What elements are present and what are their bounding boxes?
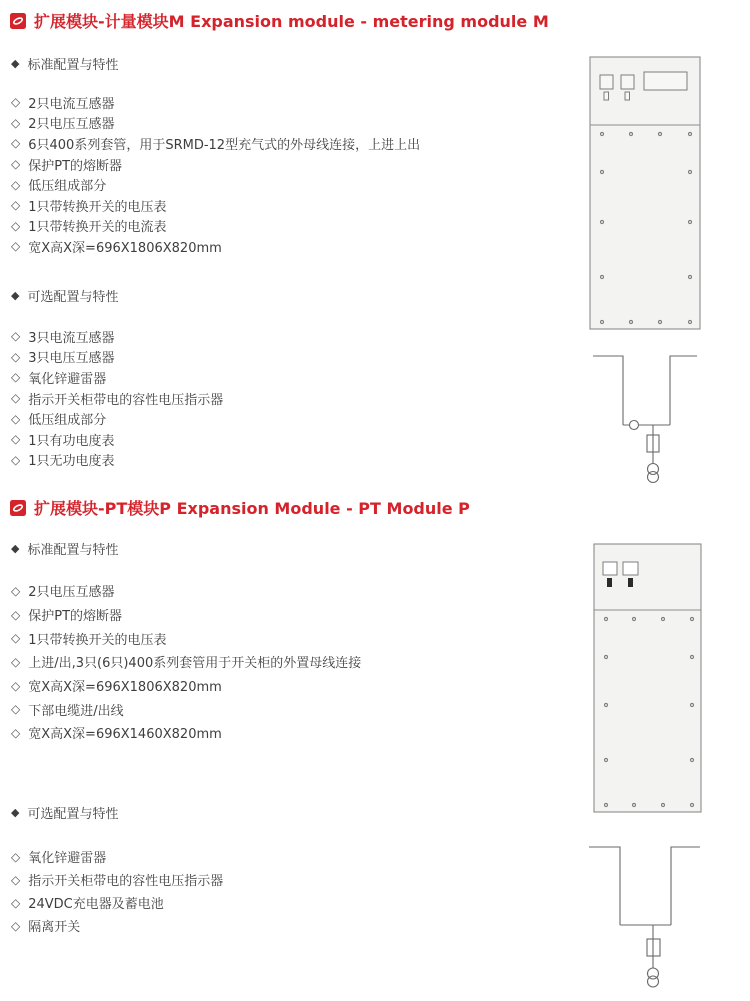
list-item-text: 宽X高X深=696X1806X820mm <box>28 240 222 256</box>
hollow-diamond-bullet: ◇ <box>11 136 21 151</box>
list-item-text: 宽X高X深=696X1806X820mm <box>28 680 222 696</box>
list-item <box>11 845 223 868</box>
section-header-pt-module <box>10 496 470 519</box>
list-item-text: 1只无功电度表 <box>28 454 115 470</box>
list-item <box>11 891 223 914</box>
list-item-text: 指示开关柜带电的容性电压指示器 <box>28 874 224 889</box>
list-item <box>11 236 420 257</box>
hollow-diamond-bullet: ◇ <box>11 218 21 233</box>
optional-config-list <box>11 845 223 937</box>
hollow-diamond-bullet: ◇ <box>11 391 21 406</box>
section-title: 扩展模块-PT模块P Expansion Module - PT Module P <box>34 499 470 518</box>
subheading-standard-config <box>11 54 118 73</box>
hollow-diamond-bullet: ◇ <box>11 895 21 910</box>
section-header-metering-module <box>10 9 549 32</box>
list-item-text: 低压组成部分 <box>28 413 107 429</box>
single-line-circuit-metering-diagram <box>585 345 710 490</box>
indicator-slot-icon <box>607 578 612 587</box>
list-item-text: 2只电流互感器 <box>28 96 115 112</box>
list-item <box>11 347 223 368</box>
list-item-text: 2只电压互感器 <box>28 585 115 601</box>
list-item-text: 1只带转换开关的电压表 <box>28 199 167 215</box>
hollow-diamond-bullet: ◇ <box>11 157 21 172</box>
brand-logo-icon <box>10 500 26 516</box>
list-item <box>11 408 223 429</box>
hollow-diamond-bullet: ◇ <box>11 918 21 933</box>
meter-window-icon <box>600 75 613 89</box>
list-item-text: 保护PT的熔断器 <box>28 158 123 174</box>
list-item-text: 氧化锌避雷器 <box>28 371 107 387</box>
list-item-text: 3只电压互感器 <box>28 351 115 367</box>
list-item-text: 隔离开关 <box>28 920 81 935</box>
list-item <box>11 579 361 603</box>
list-item <box>11 626 361 650</box>
indicator-slot-icon <box>625 92 630 100</box>
list-item <box>11 367 223 388</box>
list-item-text: 氧化锌避雷器 <box>28 851 107 866</box>
hollow-diamond-bullet: ◇ <box>11 329 21 344</box>
list-item-text: 保护PT的熔断器 <box>28 609 123 625</box>
list-item <box>11 195 420 216</box>
hollow-diamond-bullet: ◇ <box>11 631 21 646</box>
list-item <box>11 450 223 471</box>
list-item-text: 1只有功电度表 <box>28 433 115 449</box>
list-item-text: 宽X高X深=696X1460X820mm <box>28 727 222 743</box>
list-item-text: 6只400系列套管，用于SRMD-12型充气式的外母线连接，上进上出 <box>28 137 421 153</box>
hollow-diamond-bullet: ◇ <box>11 583 21 598</box>
list-item-text: 上进/出,3只(6只)400系列套管用于开关柜的外置母线连接 <box>28 656 362 672</box>
list-item <box>11 429 223 450</box>
list-item <box>11 154 420 175</box>
indicator-slot-icon <box>604 92 609 100</box>
hollow-diamond-bullet: ◇ <box>11 872 21 887</box>
subheading-label: 标准配置与特性 <box>27 543 119 558</box>
hollow-diamond-bullet: ◇ <box>11 411 21 426</box>
list-item-text: 3只电流互感器 <box>28 330 115 346</box>
hollow-diamond-bullet: ◇ <box>11 702 21 717</box>
list-item <box>11 388 223 409</box>
list-item-text: 下部电缆进/出线 <box>28 703 124 719</box>
subheading-label: 可选配置与特性 <box>27 290 119 305</box>
filled-diamond-bullet: ◆ <box>11 289 20 302</box>
subheading-optional-config <box>11 286 118 305</box>
subheading-label: 标准配置与特性 <box>27 58 119 73</box>
single-line-circuit-pt-diagram <box>585 840 710 995</box>
hollow-diamond-bullet: ◇ <box>11 654 21 669</box>
cabinet-front-view-pt-diagram <box>585 535 710 820</box>
list-item <box>11 174 420 195</box>
list-item-text: 指示开关柜带电的容性电压指示器 <box>28 392 224 408</box>
subheading-optional-config <box>11 803 118 822</box>
list-item-text: 1只带转换开关的电压表 <box>28 632 167 648</box>
list-item <box>11 914 223 937</box>
hollow-diamond-bullet: ◇ <box>11 432 21 447</box>
hollow-diamond-bullet: ◇ <box>11 678 21 693</box>
subheading-label: 可选配置与特性 <box>27 807 119 822</box>
meter-window-icon <box>621 75 634 89</box>
standard-config-list <box>11 579 361 745</box>
cabinet-front-view-metering-diagram <box>585 50 710 340</box>
list-item <box>11 674 361 698</box>
hollow-diamond-bullet: ◇ <box>11 177 21 192</box>
hollow-diamond-bullet: ◇ <box>11 452 21 467</box>
hollow-diamond-bullet: ◇ <box>11 349 21 364</box>
list-item <box>11 326 223 347</box>
list-item <box>11 113 420 134</box>
hollow-diamond-bullet: ◇ <box>11 239 21 254</box>
hollow-diamond-bullet: ◇ <box>11 115 21 130</box>
hollow-diamond-bullet: ◇ <box>11 725 21 740</box>
hollow-diamond-bullet: ◇ <box>11 607 21 622</box>
list-item <box>11 92 420 113</box>
filled-diamond-bullet: ◆ <box>11 542 20 555</box>
brand-logo-icon <box>10 13 26 29</box>
hollow-diamond-bullet: ◇ <box>11 198 21 213</box>
hollow-diamond-bullet: ◇ <box>11 95 21 110</box>
meter-window-icon <box>603 562 617 575</box>
list-item <box>11 868 223 891</box>
hollow-diamond-bullet: ◇ <box>11 849 21 864</box>
list-item <box>11 721 361 745</box>
list-item-text: 1只带转换开关的电流表 <box>28 220 167 236</box>
list-item <box>11 216 420 237</box>
list-item-text: 低压组成部分 <box>28 179 107 195</box>
instrument-panel-icon <box>644 72 687 90</box>
list-item-text: 2只电压互感器 <box>28 117 115 133</box>
standard-config-list <box>11 92 420 257</box>
indicator-slot-icon <box>628 578 633 587</box>
subheading-standard-config <box>11 539 118 558</box>
filled-diamond-bullet: ◆ <box>11 806 20 819</box>
list-item <box>11 133 420 154</box>
list-item <box>11 697 361 721</box>
optional-config-list <box>11 326 223 470</box>
list-item <box>11 650 361 674</box>
section-title: 扩展模块-计量模块M Expansion module - metering module M <box>34 12 549 31</box>
hollow-diamond-bullet: ◇ <box>11 370 21 385</box>
current-transformer-symbol <box>630 421 639 430</box>
list-item <box>11 603 361 627</box>
list-item-text: 24VDC充电器及蓄电池 <box>28 897 164 912</box>
meter-window-icon <box>623 562 638 575</box>
filled-diamond-bullet: ◆ <box>11 57 20 70</box>
